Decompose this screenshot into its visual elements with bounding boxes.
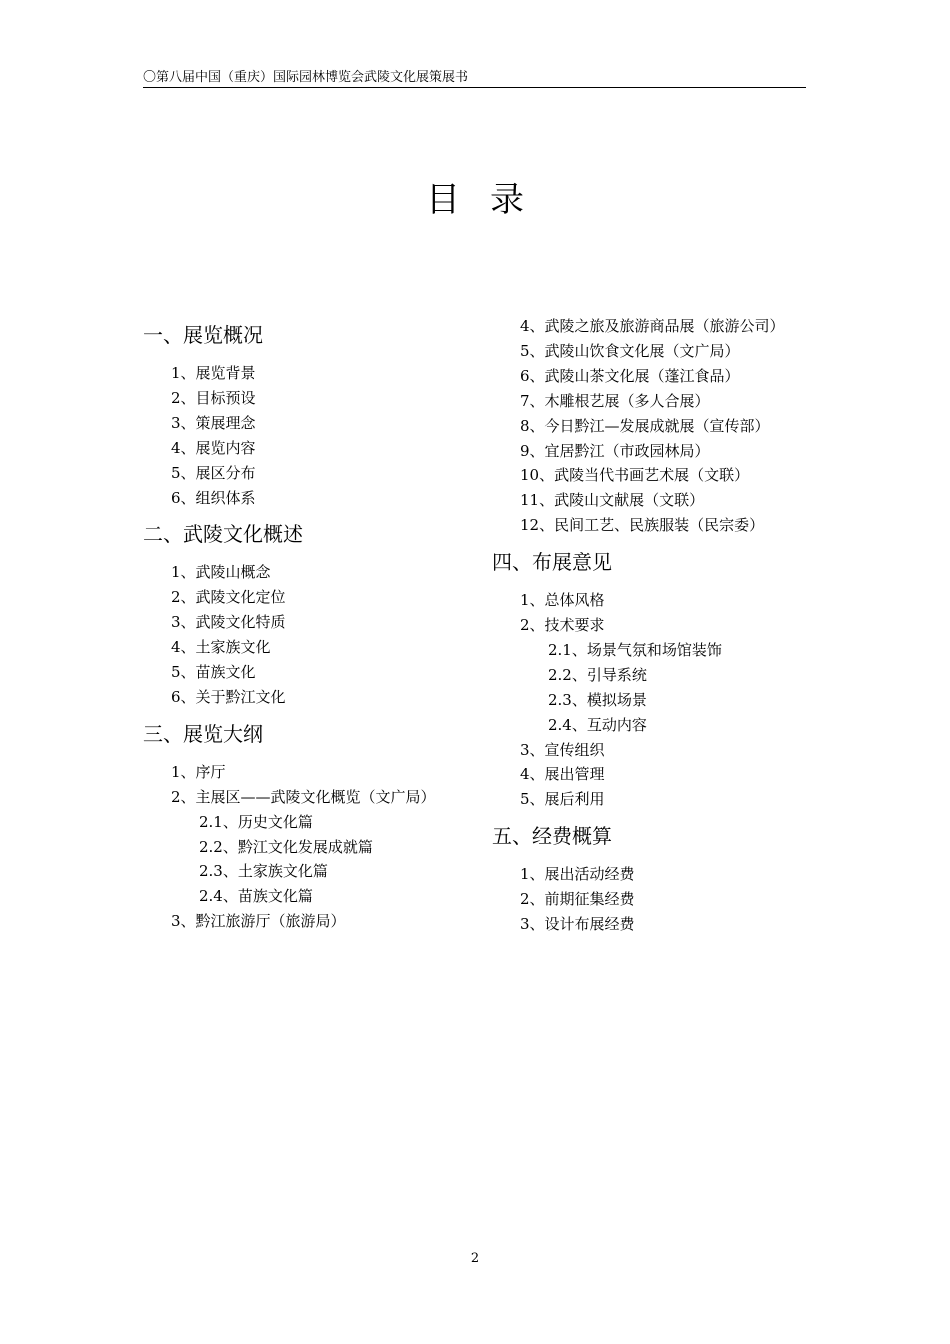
toc-item: 5、苗族文化	[171, 663, 256, 681]
toc-subitem: 2.4、互动内容	[548, 715, 647, 734]
toc-item: 12、民间工艺、民族服装（民宗委）	[520, 516, 765, 535]
toc-item: 2、目标预设	[171, 388, 256, 407]
toc-item: 6、关于黔江文化	[171, 687, 286, 706]
running-header: 〇第八届中国（重庆）国际园林博览会武陵文化展策展书	[143, 70, 806, 88]
toc-item: 4、土家族文化	[171, 638, 271, 657]
toc-item: 3、策展理念	[171, 413, 256, 432]
toc-subitem: 2.1、历史文化篇	[199, 812, 313, 831]
toc-item: 4、展出管理	[520, 765, 605, 784]
toc-section-heading: 四、布展意见	[492, 550, 612, 575]
toc-subitem: 2.3、模拟场景	[548, 690, 647, 709]
toc-item: 9、宜居黔江（市政园林局）	[520, 441, 710, 460]
toc-item: 4、武陵之旅及旅游商品展（旅游公司）	[520, 317, 785, 335]
toc-section-heading: 五、经费概算	[492, 824, 612, 849]
toc-item: 3、设计布展经费	[520, 915, 635, 933]
toc-section-heading: 一、展览概况	[143, 323, 263, 347]
toc-item: 1、展出活动经费	[520, 865, 635, 884]
page-title: 目录	[426, 180, 554, 220]
toc-item: 1、武陵山概念	[171, 563, 271, 582]
toc-section-heading: 三、展览大纲	[143, 721, 263, 746]
toc-subitem: 2.2、引导系统	[548, 665, 647, 684]
toc-subitem: 2.4、苗族文化篇	[199, 887, 313, 906]
toc-item: 1、总体风格	[520, 591, 605, 610]
toc-item: 6、组织体系	[171, 488, 256, 507]
toc-item: 11、武陵山文献展（文联）	[520, 491, 705, 510]
toc-item: 5、展区分布	[171, 463, 256, 482]
toc-subitem: 2.3、土家族文化篇	[199, 862, 328, 881]
toc-subitem: 2.1、场景气氛和场馆装饰	[548, 640, 722, 659]
page-number: 2	[470, 1251, 480, 1266]
toc-item: 6、武陵山茶文化展（蓬江食品）	[520, 366, 740, 385]
toc-item: 8、今日黔江—发展成就展（宣传部）	[520, 416, 770, 435]
toc-item: 7、木雕根艺展（多人合展）	[520, 391, 710, 410]
toc-item: 2、主展区——武陵文化概览（文广局）	[171, 787, 436, 806]
toc-item: 4、展览内容	[171, 438, 256, 457]
toc-item: 2、武陵文化定位	[171, 588, 286, 607]
toc-item: 5、展后利用	[520, 790, 605, 809]
toc-item: 1、序厅	[171, 762, 226, 781]
toc-subitem: 2.2、黔江文化发展成就篇	[199, 837, 373, 856]
toc-item: 10、武陵当代书画艺术展（文联）	[520, 466, 750, 485]
toc-section-heading: 二、武陵文化概述	[143, 522, 303, 547]
toc-item: 3、武陵文化特质	[171, 613, 286, 632]
toc-item: 5、武陵山饮食文化展（文广局）	[520, 341, 740, 360]
toc-item: 2、前期征集经费	[520, 890, 635, 909]
toc-item: 3、黔江旅游厅（旅游局）	[171, 912, 346, 931]
toc-item: 1、展览背景	[171, 364, 256, 382]
toc-item: 3、宣传组织	[520, 740, 605, 759]
toc-item: 2、技术要求	[520, 616, 605, 634]
